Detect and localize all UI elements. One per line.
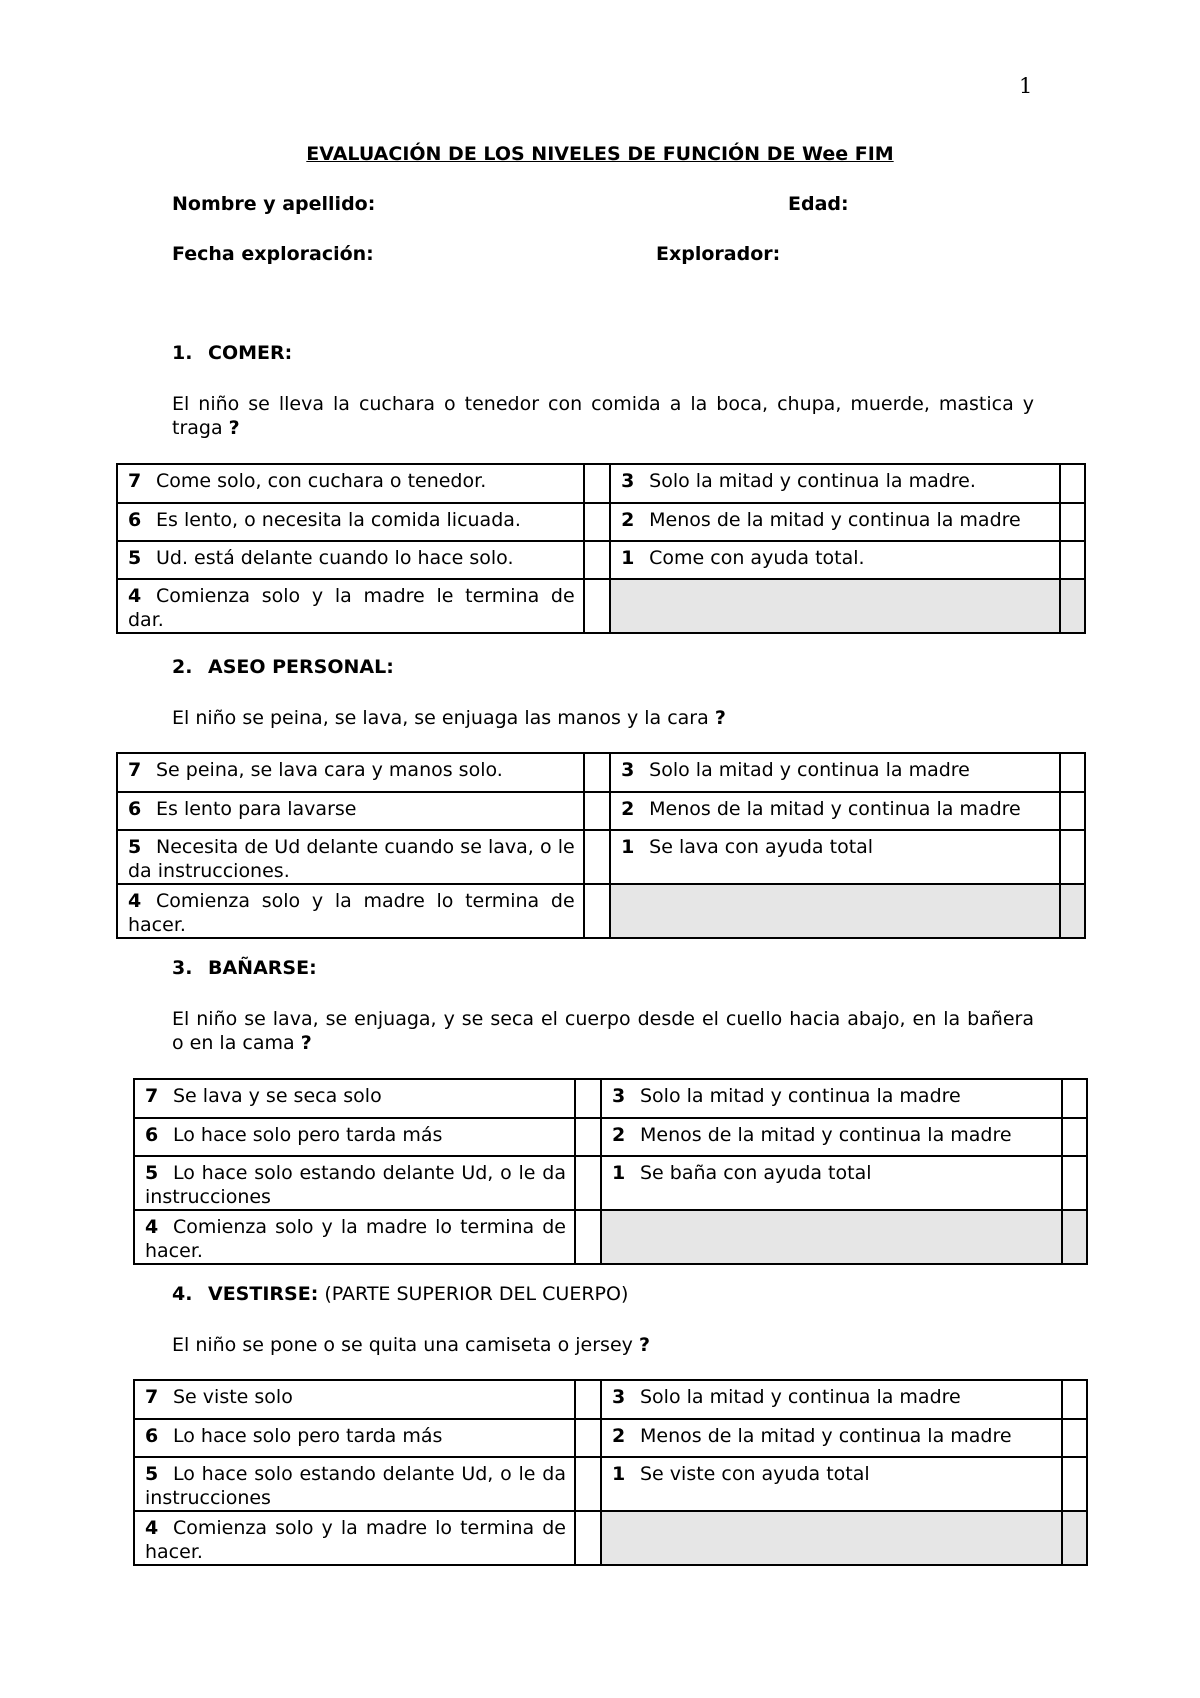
section-qualifier: (PARTE SUPERIOR DEL CUERPO) (324, 1283, 629, 1305)
score-option: 5 Necesita de Ud delante cuando se lava, o le da instrucciones. (117, 830, 584, 884)
empty-cell (601, 1511, 1062, 1565)
table-row (134, 1419, 1087, 1457)
score-option: 5 Lo hace solo estando delante Ud, o le da instrucciones (134, 1457, 575, 1511)
table-row (117, 884, 1085, 938)
section-question (172, 1333, 1034, 1357)
score-option: 5 Ud. está delante cuando lo hace solo. (117, 541, 584, 579)
empty-cell (1060, 884, 1086, 938)
score-checkbox[interactable] (584, 830, 610, 884)
score-option: 7 Se peina, se lava cara y manos solo. (117, 753, 584, 792)
question-mark: ? (228, 417, 240, 439)
section-name: BAÑARSE: (208, 957, 317, 979)
score-option: 2 Menos de la mitad y continua la madre (601, 1419, 1062, 1457)
score-table (116, 752, 1086, 939)
table-row (134, 1457, 1087, 1511)
score-option: 7 Se viste solo (134, 1380, 575, 1419)
score-checkbox[interactable] (1062, 1380, 1087, 1419)
empty-cell (610, 579, 1059, 633)
score-checkbox[interactable] (584, 792, 610, 830)
date-field-label: Fecha exploración: (172, 243, 374, 265)
score-checkbox[interactable] (584, 884, 610, 938)
score-option: 1 Come con ayuda total. (610, 541, 1059, 579)
score-option: 3 Solo la mitad y continua la madre (601, 1380, 1062, 1419)
question-text: El niño se peina, se lava, se enjuaga las manos y la cara (172, 707, 709, 729)
table-row (117, 541, 1085, 579)
score-option: 6 Lo hace solo pero tarda más (134, 1118, 575, 1156)
section-heading (172, 342, 292, 364)
section-heading (172, 656, 394, 678)
score-option: 4 Comienza solo y la madre lo termina de hacer. (134, 1511, 575, 1565)
table-row (134, 1511, 1087, 1565)
score-option: 6 Es lento, o necesita la comida licuada. (117, 503, 584, 541)
table-row (117, 830, 1085, 884)
score-table (133, 1078, 1088, 1265)
score-option: 1 Se baña con ayuda total (601, 1156, 1062, 1210)
score-option: 4 Comienza solo y la madre lo termina de hacer. (117, 884, 584, 938)
empty-cell (610, 884, 1059, 938)
table-row (134, 1210, 1087, 1264)
section-question (172, 706, 1034, 730)
score-checkbox[interactable] (1060, 541, 1086, 579)
score-option: 3 Solo la mitad y continua la madre. (610, 464, 1059, 503)
section-name: VESTIRSE: (208, 1283, 319, 1305)
score-checkbox[interactable] (1060, 830, 1086, 884)
score-option: 5 Lo hace solo estando delante Ud, o le da instrucciones (134, 1156, 575, 1210)
score-checkbox[interactable] (575, 1210, 601, 1264)
score-checkbox[interactable] (1062, 1419, 1087, 1457)
score-option: 4 Comienza solo y la madre lo termina de hacer. (134, 1210, 575, 1264)
score-checkbox[interactable] (584, 464, 610, 503)
score-option: 1 Se viste con ayuda total (601, 1457, 1062, 1511)
question-mark: ? (638, 1334, 650, 1356)
section-question (172, 1007, 1034, 1055)
table-row (117, 464, 1085, 503)
score-checkbox[interactable] (575, 1380, 601, 1419)
table-row (117, 579, 1085, 633)
section-name: COMER: (208, 342, 293, 364)
score-option: 3 Solo la mitad y continua la madre (610, 753, 1059, 792)
score-checkbox[interactable] (1062, 1079, 1087, 1118)
score-option: 2 Menos de la mitad y continua la madre (610, 792, 1059, 830)
score-checkbox[interactable] (1062, 1457, 1087, 1511)
score-checkbox[interactable] (1060, 792, 1086, 830)
table-row (117, 503, 1085, 541)
name-field-label: Nombre y apellido: (172, 193, 376, 215)
score-option: 2 Menos de la mitad y continua la madre (610, 503, 1059, 541)
section-number: 4. (172, 1283, 193, 1305)
section-heading (172, 957, 317, 979)
section-number: 1. (172, 342, 193, 364)
question-text: El niño se pone o se quita una camiseta o jersey (172, 1334, 633, 1356)
score-checkbox[interactable] (575, 1419, 601, 1457)
score-option: 4 Comienza solo y la madre le termina de dar. (117, 579, 584, 633)
score-option: 6 Es lento para lavarse (117, 792, 584, 830)
table-row (134, 1118, 1087, 1156)
score-option: 2 Menos de la mitad y continua la madre (601, 1118, 1062, 1156)
score-checkbox[interactable] (575, 1457, 601, 1511)
question-mark: ? (300, 1032, 312, 1054)
score-checkbox[interactable] (584, 503, 610, 541)
empty-cell (1062, 1511, 1087, 1565)
score-checkbox[interactable] (1060, 464, 1086, 503)
table-row (117, 792, 1085, 830)
score-checkbox[interactable] (1060, 753, 1086, 792)
score-option: 6 Lo hace solo pero tarda más (134, 1419, 575, 1457)
score-checkbox[interactable] (1062, 1118, 1087, 1156)
empty-cell (1062, 1210, 1087, 1264)
score-option: 7 Come solo, con cuchara o tenedor. (117, 464, 584, 503)
score-checkbox[interactable] (584, 579, 610, 633)
page-number: 1 (1019, 74, 1033, 98)
section-number: 2. (172, 656, 193, 678)
question-text: El niño se lava, se enjuaga, y se seca el cuerpo desde el cuello hacia abajo, en la bañera o en la cama (172, 1008, 1034, 1054)
score-checkbox[interactable] (584, 753, 610, 792)
table-row (134, 1079, 1087, 1118)
table-row (134, 1156, 1087, 1210)
score-option: 1 Se lava con ayuda total (610, 830, 1059, 884)
score-checkbox[interactable] (1060, 503, 1086, 541)
score-checkbox[interactable] (575, 1079, 601, 1118)
score-checkbox[interactable] (1062, 1156, 1087, 1210)
section-number: 3. (172, 957, 193, 979)
score-checkbox[interactable] (575, 1511, 601, 1565)
score-table (133, 1379, 1088, 1566)
section-heading (172, 1283, 628, 1305)
score-option: 7 Se lava y se seca solo (134, 1079, 575, 1118)
section-question (172, 392, 1034, 440)
score-checkbox[interactable] (575, 1118, 601, 1156)
question-text: El niño se lleva la cuchara o tenedor con comida a la boca, chupa, muerde, mastica y traga (172, 393, 1034, 439)
document-title: EVALUACIÓN DE LOS NIVELES DE FUNCIÓN DE Wee FIM (306, 143, 894, 165)
score-checkbox[interactable] (575, 1156, 601, 1210)
score-table (116, 463, 1086, 634)
score-option: 3 Solo la mitad y continua la madre (601, 1079, 1062, 1118)
examiner-field-label: Explorador: (656, 243, 781, 265)
empty-cell (1060, 579, 1086, 633)
table-row (134, 1380, 1087, 1419)
score-checkbox[interactable] (584, 541, 610, 579)
table-row (117, 753, 1085, 792)
question-mark: ? (714, 707, 726, 729)
age-field-label: Edad: (788, 193, 849, 215)
section-name: ASEO PERSONAL: (208, 656, 394, 678)
empty-cell (601, 1210, 1062, 1264)
